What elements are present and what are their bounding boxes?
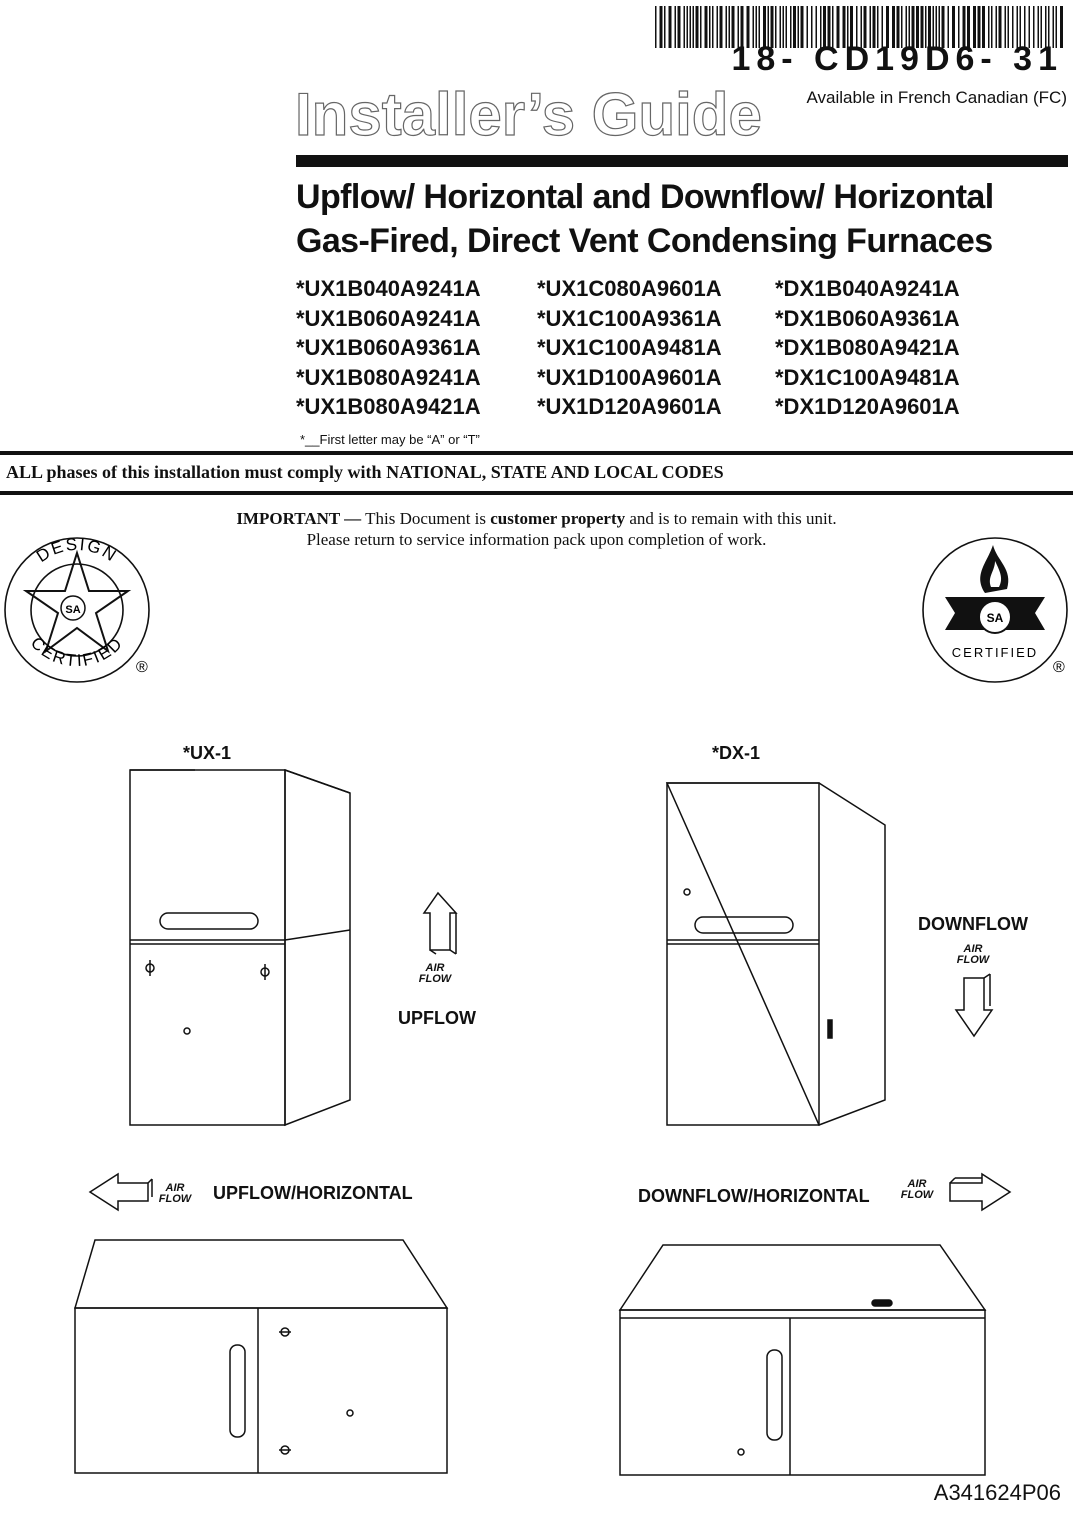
model-footnote: *__First letter may be “A” or “T”: [300, 432, 480, 447]
seal-top-text: DESIGN: [33, 535, 121, 567]
model-number: *DX1D120A9601A: [775, 394, 960, 419]
codes-notice: ALL phases of this installation must comply with NATIONAL, STATE AND LOCAL CODES: [6, 462, 724, 482]
model-number: *DX1C100A9481A: [775, 364, 960, 390]
model-number: *DX1B040A9241A: [775, 276, 960, 301]
downflow-horizontal-drawing: [620, 1245, 985, 1475]
downflow-label: DOWNFLOW: [918, 914, 1028, 934]
model-number: *UX1C080A9601A: [537, 276, 722, 301]
registered-mark: ®: [1053, 659, 1065, 676]
ux-model-label: *UX-1: [183, 743, 232, 763]
french-availability-note: Available in French Canadian (FC): [806, 88, 1067, 107]
model-number: *UX1D100A9601A: [537, 364, 722, 390]
dx-furnace-drawing: [667, 783, 885, 1125]
part-number: A341624P06: [933, 1480, 1061, 1505]
installers-guide-title: Installer’s Guide: [295, 81, 762, 148]
left-airflow-arrow-icon: [90, 1174, 148, 1210]
flow-text: FLOW: [900, 1189, 934, 1201]
model-number: *UX1B080A9241A: [296, 364, 481, 390]
model-number: *UX1B080A9421A: [296, 394, 481, 419]
subtitle-line-1: Upflow/ Horizontal and Downflow/ Horizontal: [296, 178, 994, 216]
seal-right-text: CERTIFIED: [951, 645, 1039, 660]
downflow-arrow-icon: [956, 978, 992, 1036]
model-number: *UX1C100A9481A: [537, 335, 722, 360]
important-lead: IMPORTANT —: [236, 509, 362, 528]
svg-text:SA: SA: [65, 604, 81, 616]
ux-furnace-drawing: [130, 770, 350, 1125]
subtitle-line-2: Gas-Fired, Direct Vent Condensing Furnaces: [296, 222, 993, 260]
flow-text: FLOW: [418, 973, 452, 985]
dx-model-label: *DX-1: [712, 743, 761, 763]
svg-text:SA: SA: [986, 611, 1004, 625]
important-line-2: Please return to service information pack upon completion of work.: [306, 530, 767, 549]
air-text: AIR: [425, 962, 445, 974]
air-text: AIR: [963, 943, 983, 955]
upflow-arrow-icon: [424, 893, 456, 950]
air-text: AIR: [165, 1182, 185, 1194]
flow-text: FLOW: [158, 1193, 192, 1205]
model-number: *UX1B060A9241A: [296, 305, 481, 331]
flow-text: FLOW: [956, 954, 990, 966]
model-number: *UX1D120A9601A: [537, 394, 722, 419]
document-number: 18- CD19D6- 31: [731, 40, 1063, 78]
upflow-label: UPFLOW: [398, 1008, 476, 1028]
downflow-horizontal-label: DOWNFLOW/HORIZONTAL: [638, 1186, 870, 1206]
right-airflow-arrow-icon: [950, 1174, 1010, 1210]
important-bold: customer property: [490, 509, 626, 528]
upflow-horizontal-label: UPFLOW/HORIZONTAL: [213, 1183, 413, 1203]
air-text: AIR: [907, 1178, 927, 1190]
important-text-a: This Document is: [361, 509, 491, 528]
model-number: *DX1B060A9361A: [775, 305, 960, 331]
seal-bottom-text: CERTIFIED: [27, 633, 127, 671]
model-number: *DX1B080A9421A: [775, 335, 960, 360]
upflow-horizontal-drawing: [75, 1240, 447, 1473]
registered-mark: ®: [136, 659, 148, 676]
important-text-b: and is to remain with this unit.: [625, 509, 837, 528]
model-number: *UX1B060A9361A: [296, 335, 481, 360]
model-number: *UX1C100A9361A: [537, 305, 722, 331]
model-number: *UX1B040A9241A: [296, 276, 481, 301]
